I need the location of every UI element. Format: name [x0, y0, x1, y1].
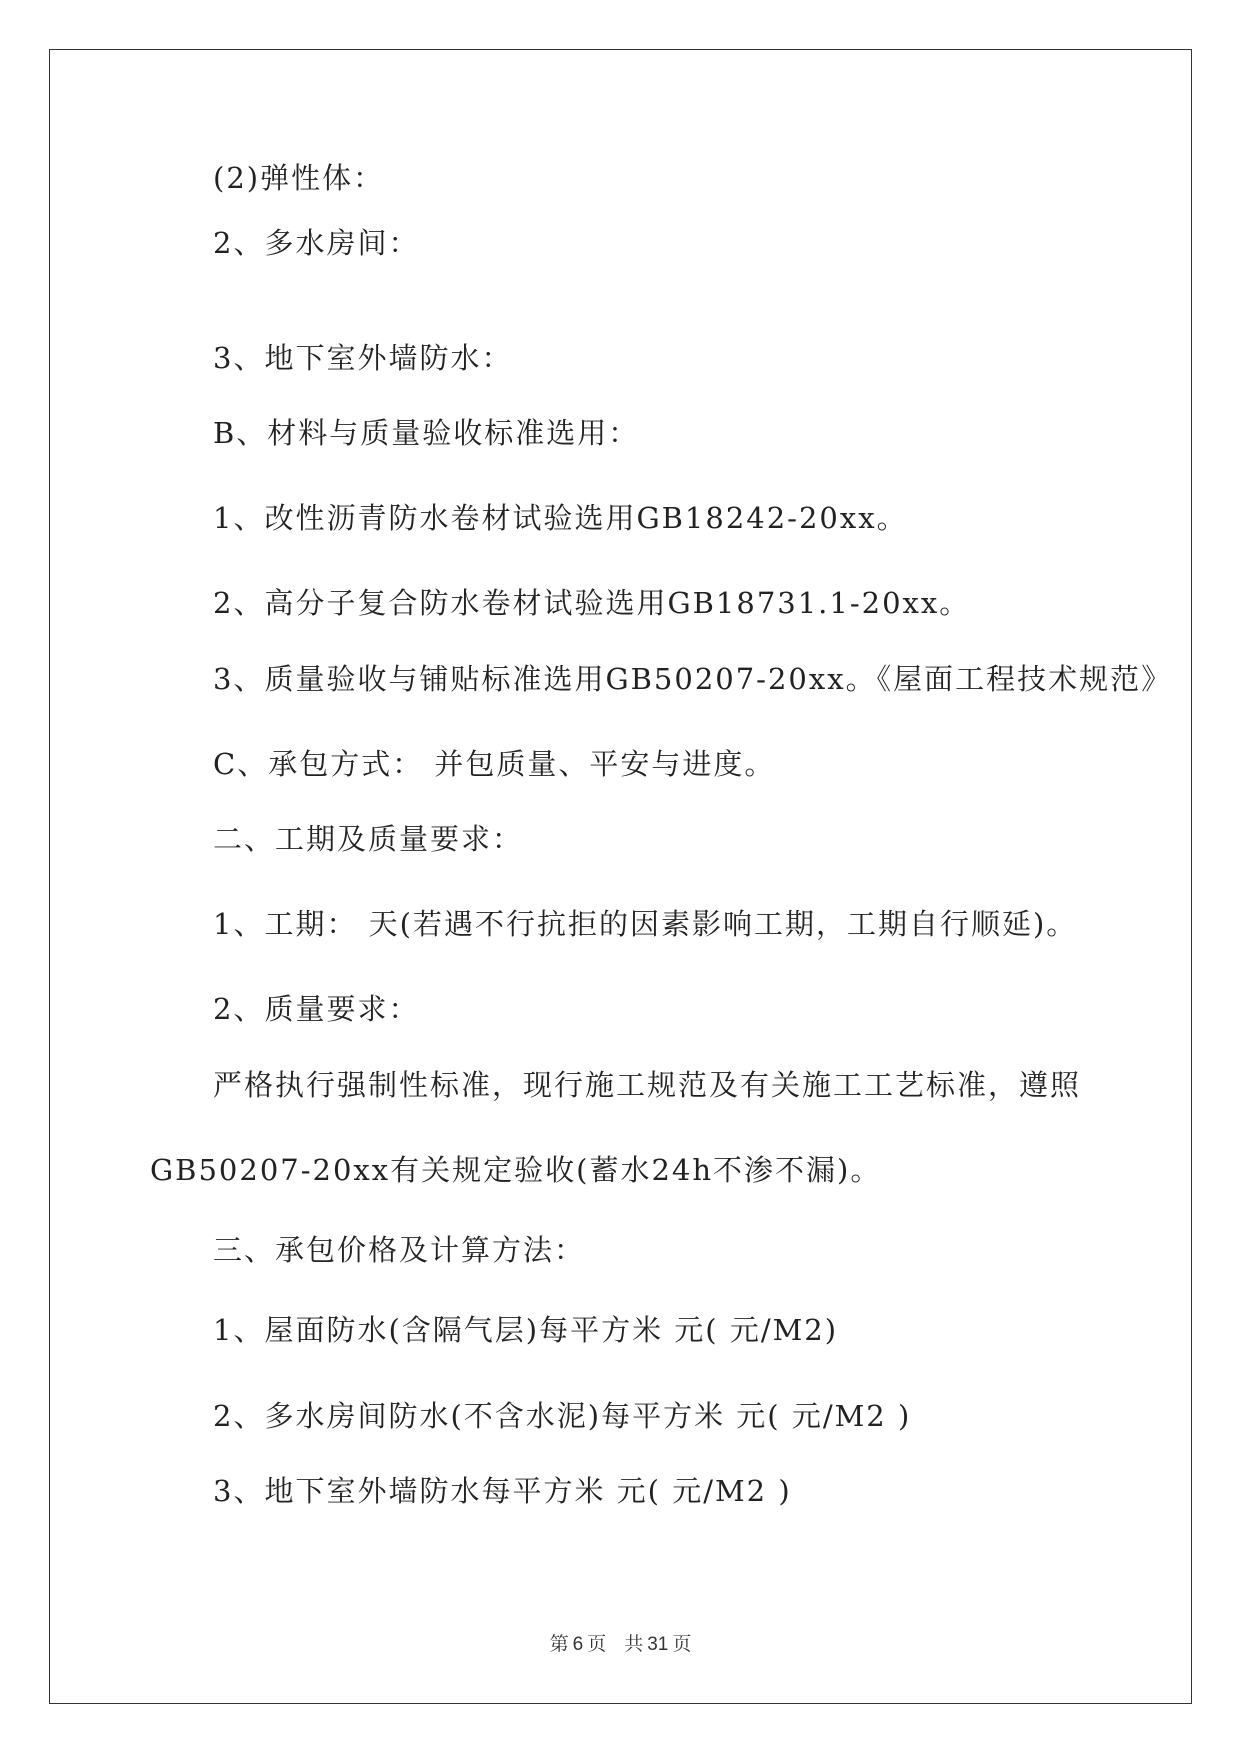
line-quality: 2、质量要求：: [213, 992, 420, 1026]
line-price-1: 1、屋面防水(含隔气层)每平方米 元( 元/M2): [213, 1313, 839, 1347]
line-standard-3: 3、质量验收与铺贴标准选用GB50207-20xx。《屋面工程技术规范》: [213, 662, 1173, 696]
line-section-c: C、承包方式： 并包质量、平安与进度。: [213, 747, 776, 781]
line-price-2: 2、多水房间防水(不含水泥)每平方米 元( 元/M2 ): [213, 1399, 912, 1433]
footer-page-suffix: 页: [587, 1633, 607, 1655]
line-acceptance: GB50207-20xx有关规定验收(蓄水24h不渗不漏)。: [150, 1153, 882, 1187]
line-elastomer: (2)弹性体：: [213, 161, 385, 195]
page-border: [49, 49, 1192, 1704]
line-heading-2: 二、工期及质量要求：: [213, 822, 524, 856]
footer-total-prefix: 共: [624, 1633, 644, 1655]
line-standard-2: 2、高分子复合防水卷材试验选用GB18731.1-20xx。: [213, 586, 971, 620]
footer-page-prefix: 第: [549, 1633, 569, 1655]
line-price-3: 3、地下室外墙防水每平方米 元( 元/M2 ): [213, 1474, 792, 1508]
line-section-b: B、材料与质量验收标准选用：: [213, 416, 640, 450]
footer-page-number: 6: [572, 1634, 584, 1655]
footer-total-suffix: 页: [672, 1633, 692, 1655]
line-wet-rooms: 2、多水房间：: [213, 226, 420, 260]
line-standard-1: 1、改性沥青防水卷材试验选用GB18242-20xx。: [213, 501, 908, 535]
footer-total-pages: 31: [647, 1634, 669, 1655]
line-strict-standard: 严格执行强制性标准，现行施工规范及有关施工工艺标准，遵照: [213, 1068, 1082, 1102]
line-basement-wall: 3、地下室外墙防水：: [213, 341, 513, 375]
page-footer: [0, 1632, 1241, 1657]
line-duration: 1、工期： 天(若遇不行抗拒的因素影响工期，工期自行顺延)。: [213, 907, 1078, 941]
line-heading-3: 三、承包价格及计算方法：: [213, 1233, 586, 1267]
